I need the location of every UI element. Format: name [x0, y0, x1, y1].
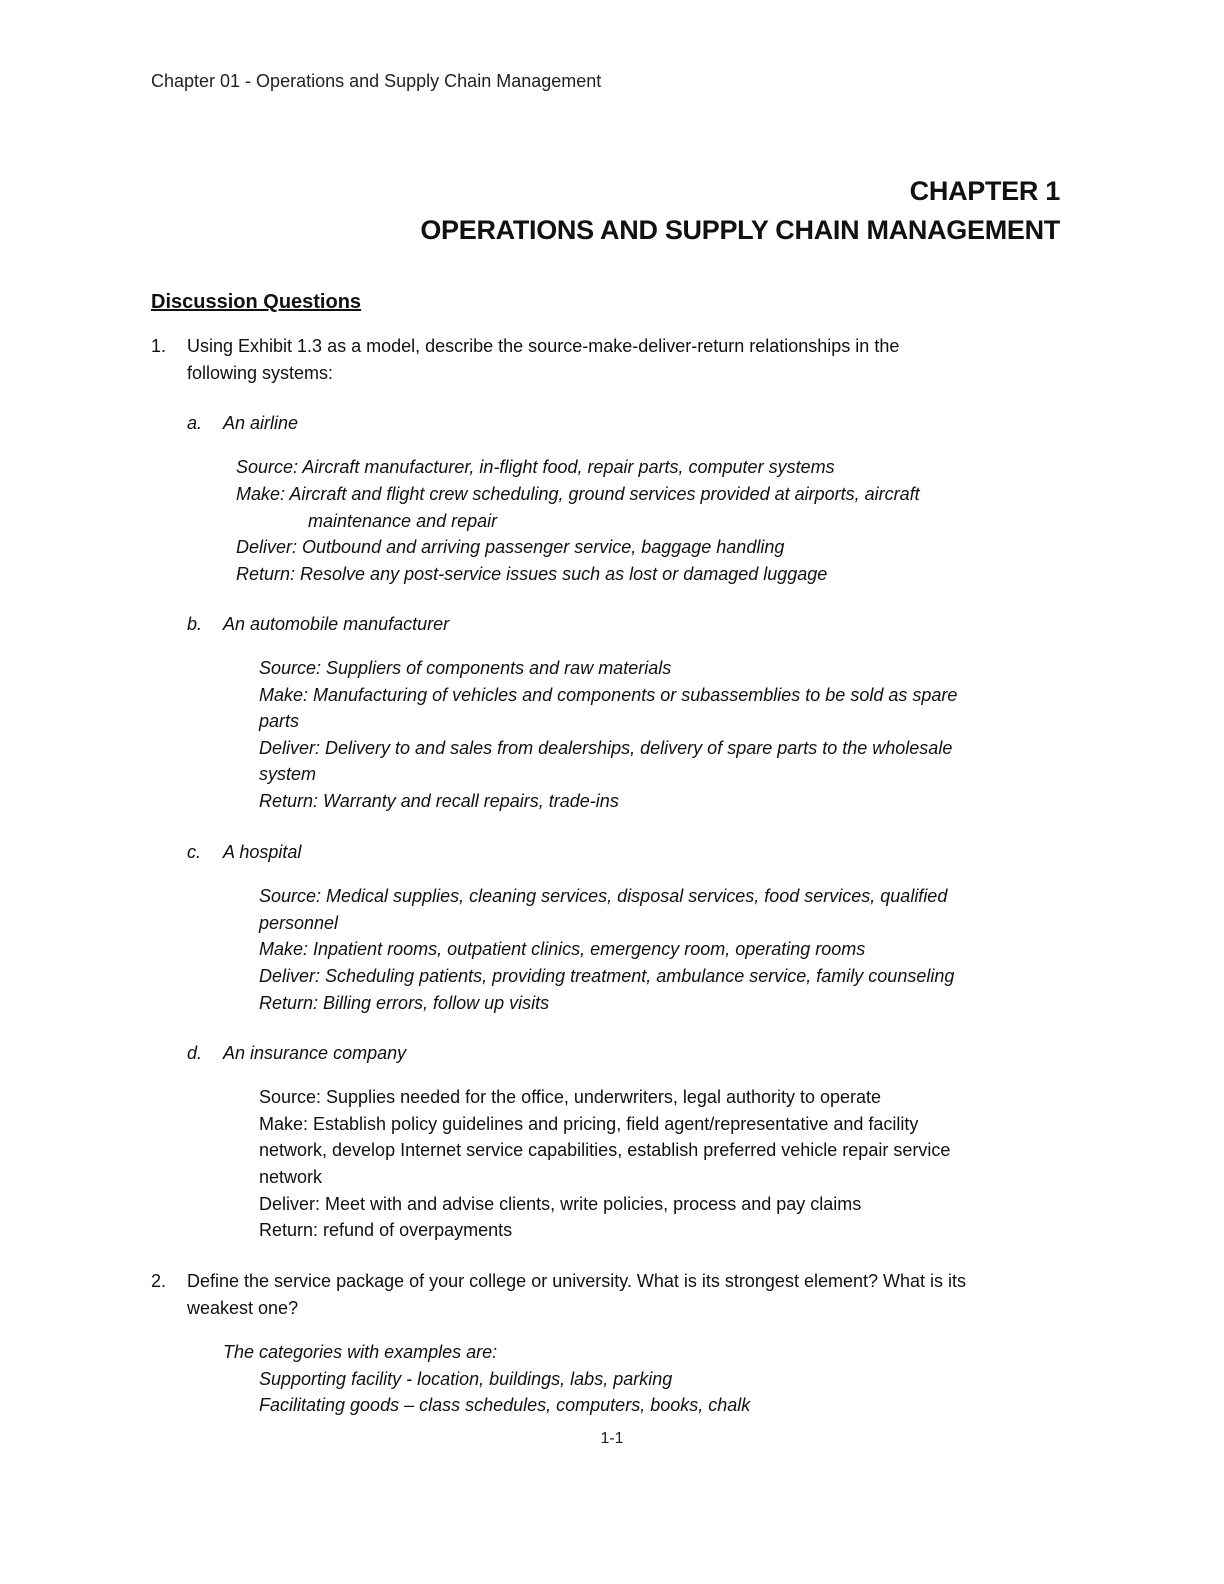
answer-line: Deliver: Delivery to and sales from dealerships, delivery of spare parts to the wholesale: [259, 738, 953, 758]
part-label: An automobile manufacturer: [223, 614, 450, 634]
answer-line: Make: Manufacturing of vehicles and components or subassemblies to be sold as spare: [259, 685, 958, 705]
answer-line: Deliver: Outbound and arriving passenger service, baggage handling: [236, 537, 785, 557]
part-letter: b.: [187, 614, 203, 634]
answer-line: personnel: [259, 913, 339, 933]
answer-line: Return: Billing errors, follow up visits: [259, 993, 550, 1013]
question-number: 2.: [151, 1271, 167, 1291]
answer-line: Return: Warranty and recall repairs, trade-ins: [259, 791, 619, 811]
answer-line: Source: Supplies needed for the office, underwriters, legal authority to operate: [259, 1087, 882, 1107]
answer-line: Make: Establish policy guidelines and pricing, field agent/representative and facility: [259, 1114, 919, 1134]
question-text-line: Define the service package of your college or university. What is its strongest element? What is its: [187, 1271, 967, 1291]
answer-line: parts: [259, 711, 300, 731]
running-header: Chapter 01 - Operations and Supply Chain Management: [151, 71, 602, 91]
part-letter: c.: [187, 842, 202, 862]
part-label: An insurance company: [223, 1043, 407, 1063]
answer-line: Make: Inpatient rooms, outpatient clinics, emergency room, operating rooms: [259, 939, 866, 959]
question-text-line: following systems:: [187, 363, 334, 383]
chapter-title: OPERATIONS AND SUPPLY CHAIN MANAGEMENT: [420, 215, 1060, 245]
chapter-number: CHAPTER 1: [909, 176, 1060, 206]
answer-line: network, develop Internet service capabilities, establish preferred vehicle repair service: [259, 1140, 951, 1160]
answer-line: Source: Medical supplies, cleaning services, disposal services, food services, qualified: [259, 886, 948, 906]
part-label: A hospital: [223, 842, 302, 862]
answer-line: Return: Resolve any post-service issues such as lost or damaged luggage: [236, 564, 828, 584]
page-number: 1-1: [600, 1430, 624, 1447]
answer-line: Source: Suppliers of components and raw materials: [259, 658, 672, 678]
part-letter: d.: [187, 1043, 203, 1063]
answer-line: Return: refund of overpayments: [259, 1220, 513, 1240]
answer-intro: The categories with examples are:: [223, 1342, 498, 1362]
answer-line: Source: Aircraft manufacturer, in-flight food, repair parts, computer systems: [236, 457, 835, 477]
section-heading: Discussion Questions: [151, 291, 362, 313]
answer-line: Supporting facility - location, buildings, labs, parking: [259, 1369, 673, 1389]
answer-line: Make: Aircraft and flight crew scheduling, ground services provided at airports, aircraft: [236, 484, 920, 504]
answer-line: Deliver: Scheduling patients, providing treatment, ambulance service, family counseling: [259, 966, 955, 986]
question-text-line: weakest one?: [187, 1298, 299, 1318]
answer-line: Deliver: Meet with and advise clients, write policies, process and pay claims: [259, 1194, 862, 1214]
question-text-line: Using Exhibit 1.3 as a model, describe the source-make-deliver-return relationships in the: [187, 336, 900, 356]
part-letter: a.: [187, 413, 203, 433]
answer-line: Facilitating goods – class schedules, computers, books, chalk: [259, 1395, 751, 1415]
part-label: An airline: [223, 413, 299, 433]
answer-line: maintenance and repair: [308, 511, 498, 531]
answer-line: system: [259, 764, 317, 784]
question-number: 1.: [151, 336, 167, 356]
answer-line: network: [259, 1167, 323, 1187]
